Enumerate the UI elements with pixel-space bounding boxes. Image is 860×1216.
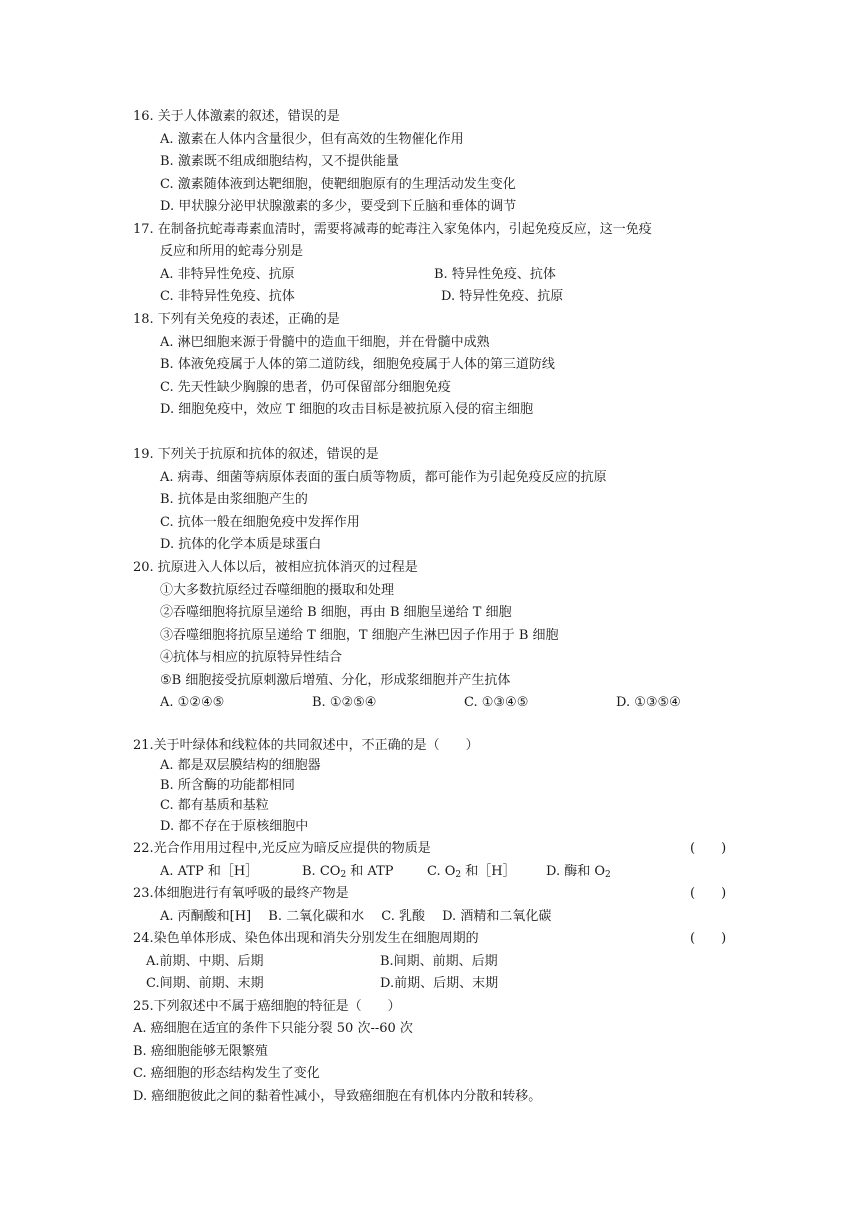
question-24-option-a: A.前期、中期、后期 xyxy=(146,954,264,969)
question-19-option-d: D. 抗体的化学本质是球蛋白 xyxy=(160,537,322,552)
question-24-stem: 24.染色单体形成、染色体出现和消失分别发生在细胞周期的 xyxy=(133,931,479,946)
question-24-option-d: D.前期、后期、末期 xyxy=(380,976,499,991)
question-16-option-d: D. 甲状腺分泌甲状腺激素的多少，要受到下丘脑和垂体的调节 xyxy=(160,199,517,214)
question-22-option-d: D. 酶和 $O_2$ xyxy=(546,864,611,880)
question-20-stem: 20. 抗原进入人体以后，被相应抗体消灭的过程是 xyxy=(133,560,418,575)
question-17-option-a: A. 非特异性免疫、抗原 xyxy=(160,267,295,282)
question-16-option-c: C. 激素随体液到达靶细胞，使靶细胞原有的生理活动发生变化 xyxy=(160,177,516,192)
question-21-stem: 21.关于叶绿体和线粒体的共同叙述中，不正确的是（ ） xyxy=(133,738,479,753)
question-24-option-c: C.间期、前期、末期 xyxy=(146,976,264,991)
question-20-statement-2: ②吞噬细胞将抗原呈递给 B 细胞，再由 B 细胞呈递给 T 细胞 xyxy=(160,605,512,620)
question-21-option-b: B. 所含酶的功能都相同 xyxy=(160,778,295,793)
question-19-option-b: B. 抗体是由浆细胞产生的 xyxy=(160,492,308,507)
question-25-option-a: A. 癌细胞在适宜的条件下只能分裂 50 次--60 次 xyxy=(133,1021,413,1036)
question-25-option-d: D. 癌细胞彼此之间的黏着性减小，导致癌细胞在有机体内分散和转移。 xyxy=(133,1089,542,1104)
question-16-stem: 16. 关于人体激素的叙述，错误的是 xyxy=(133,109,340,124)
question-20-option-a: A. ①②④⑤ xyxy=(160,695,225,710)
question-20-statement-1: ①大多数抗原经过吞噬细胞的摄取和处理 xyxy=(160,583,395,598)
question-22-option-a: A. ATP 和［H］ xyxy=(160,864,259,879)
question-23-options: A. 丙酮酸和[H] B. 二氧化碳和水 C. 乳酸 D. 酒精和二氧化碳 xyxy=(160,909,552,924)
question-17-stem-line1: 17. 在制备抗蛇毒毒素血清时，需要将减毒的蛇毒注入家兔体内，引起免疫反应，这一免疫 xyxy=(133,222,652,237)
question-18-stem: 18. 下列有关免疫的表述，正确的是 xyxy=(133,312,340,327)
question-18-option-d: D. 细胞免疫中，效应 T 细胞的攻击目标是被抗原入侵的宿主细胞 xyxy=(160,402,534,417)
question-16-option-b: B. 激素既不组成细胞结构，又不提供能量 xyxy=(160,154,399,169)
question-24-option-b: B.间期、前期、后期 xyxy=(380,954,498,969)
question-20-option-d: D. ①③⑤④ xyxy=(616,695,681,710)
question-23-stem: 23.体细胞进行有氧呼吸的最终产物是 xyxy=(133,886,349,901)
question-18-option-c: C. 先天性缺少胸腺的患者，仍可保留部分细胞免疫 xyxy=(160,380,451,395)
question-18-option-b: B. 体液免疫属于人体的第二道防线，细胞免疫属于人体的第三道防线 xyxy=(160,357,555,372)
question-25-stem: 25.下列叙述中不属于癌细胞的特征是（ ） xyxy=(133,999,401,1014)
question-20-statement-3: ③吞噬细胞将抗原呈递给 T 细胞，T 细胞产生淋巴因子作用于 B 细胞 xyxy=(160,628,559,643)
question-21-option-c: C. 都有基质和基粒 xyxy=(160,798,269,813)
question-19-option-c: C. 抗体一般在细胞免疫中发挥作用 xyxy=(160,515,360,530)
question-20-statement-4: ④抗体与相应的抗原特异性结合 xyxy=(160,650,343,665)
question-22-option-c: C. $O_2$ 和［H］ xyxy=(427,864,516,880)
question-25-option-c: C. 癌细胞的形态结构发生了变化 xyxy=(133,1066,320,1081)
question-20-option-c: C. ①③④⑤ xyxy=(464,695,529,710)
question-20-statement-5: ⑤B 细胞接受抗原刺激后增殖、分化，形成浆细胞并产生抗体 xyxy=(160,673,511,688)
question-22-answer-blank: ( ) xyxy=(690,841,727,856)
question-21-option-a: A. 都是双层膜结构的细胞器 xyxy=(160,758,321,773)
question-17-stem-line2: 反应和所用的蛇毒分别是 xyxy=(160,244,304,259)
question-22-option-b: B. $CO_2$ 和 ATP xyxy=(302,864,394,880)
question-17-option-d: D. 特异性免疫、抗原 xyxy=(441,289,564,304)
question-16-option-a: A. 激素在人体内含量很少，但有高效的生物催化作用 xyxy=(160,132,464,147)
question-19-option-a: A. 病毒、细菌等病原体表面的蛋白质等物质，都可能作为引起免疫反应的抗原 xyxy=(160,470,607,485)
question-24-answer-blank: ( ) xyxy=(690,931,727,946)
question-23-answer-blank: ( ) xyxy=(690,886,727,901)
question-19-stem: 19. 下列关于抗原和抗体的叙述，错误的是 xyxy=(133,447,379,462)
question-17-option-b: B. 特异性免疫、抗体 xyxy=(434,267,556,282)
question-20-option-b: B. ①②⑤④ xyxy=(312,695,377,710)
question-22-stem: 22.光合作用用过程中,光反应为暗反应提供的物质是 xyxy=(133,841,431,856)
question-25-option-b: B. 癌细胞能够无限繁殖 xyxy=(133,1044,268,1059)
question-18-option-a: A. 淋巴细胞来源于骨髓中的造血干细胞，并在骨髓中成熟 xyxy=(160,335,490,350)
question-17-option-c: C. 非特异性免疫、抗体 xyxy=(160,289,295,304)
question-21-option-d: D. 都不存在于原核细胞中 xyxy=(160,819,309,834)
